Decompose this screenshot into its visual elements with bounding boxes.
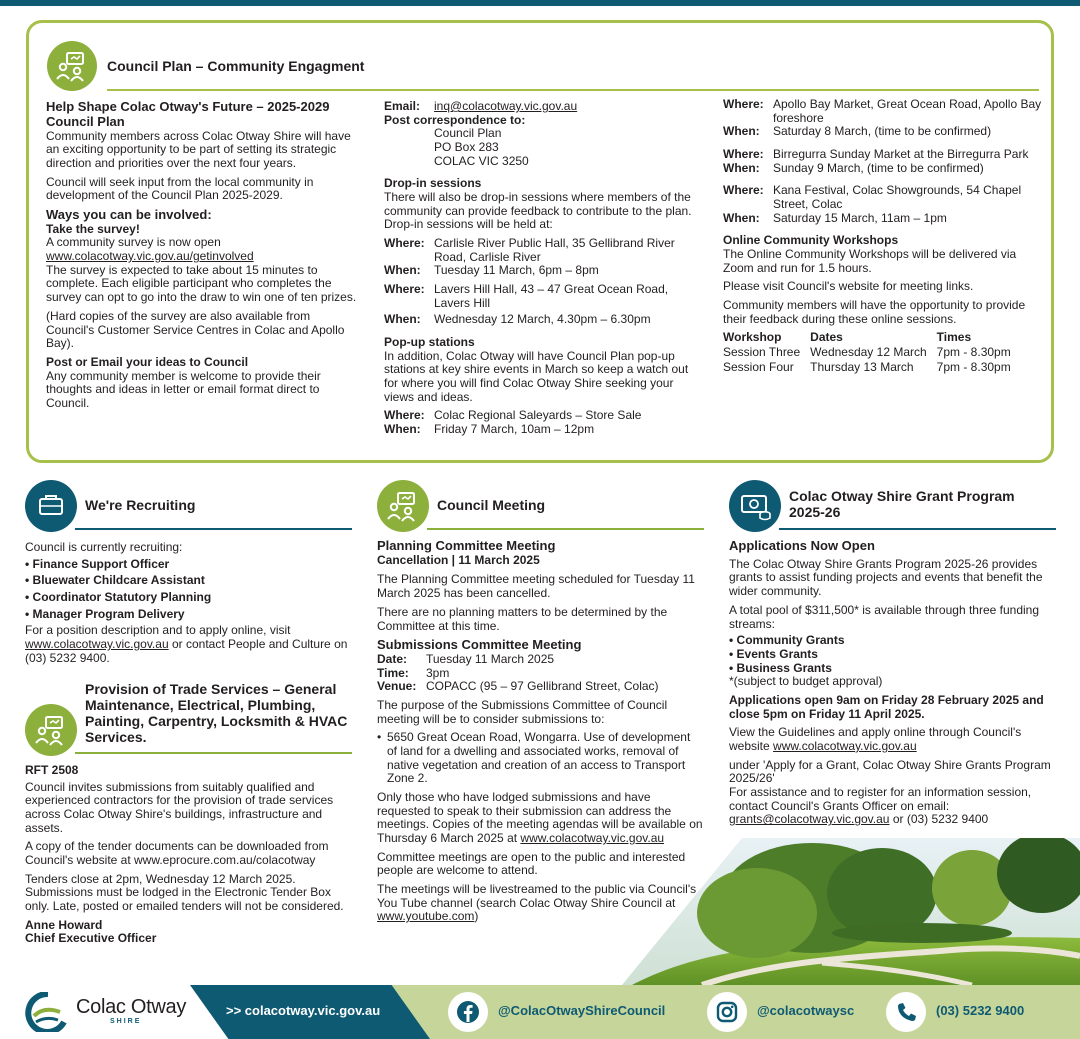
online-workshops-heading: Online Community Workshops xyxy=(723,233,899,248)
livestream-close: ) xyxy=(474,909,479,924)
stream-name: Community Grants xyxy=(736,633,845,648)
grant-money-icon xyxy=(729,480,781,532)
guidelines-text: View the Guidelines and apply online through Council's website xyxy=(729,725,1022,753)
planning-cancelled-text: The Planning Committee meeting scheduled for Tuesday 11 March 2025 has been cancelled. xyxy=(377,572,695,601)
popup-when: Sunday 9 March, (time to be confirmed) xyxy=(773,160,984,175)
where-label: Where: xyxy=(384,282,425,297)
community-engagement-icon xyxy=(25,704,77,756)
community-engagement-icon xyxy=(377,480,429,532)
where-label: Where: xyxy=(723,97,764,111)
trade-intro: Council invites submissions from suitably qualified and experienced contractors for the provision of trade services across Colac Otway Shire's buildings, infrastructure and assets. xyxy=(25,779,334,835)
table-cell: Session Four xyxy=(723,359,794,374)
post-email-heading: Post or Email your ideas to Council xyxy=(46,354,249,369)
when-label: When: xyxy=(384,312,421,327)
email-link[interactable]: inq@colacotway.vic.gov.au xyxy=(434,99,578,113)
popup-where: Kana Festival, Colac Showgrounds, 54 Chapel Street, Colac xyxy=(773,183,1022,212)
list-item: • Community Grants xyxy=(729,633,845,648)
facebook-icon[interactable] xyxy=(448,992,488,1032)
logo-name: Colac Otway xyxy=(76,996,187,1018)
list-item: • Business Grants xyxy=(729,660,832,675)
address-line-1: Council Plan xyxy=(434,126,502,141)
trade-title: Provision of Trade Services – General Maintenance, Electrical, Plumbing, Painting, Carpentry, Locksmith & HVAC Services. xyxy=(85,681,348,745)
table-header: Workshop xyxy=(723,330,782,345)
colac-otway-logo-icon xyxy=(24,992,70,1032)
time-label: Time: xyxy=(377,665,409,680)
recruiting-body xyxy=(25,541,355,670)
time-value: 3pm xyxy=(426,665,450,680)
stream-name: Business Grants xyxy=(736,660,832,675)
council-plan-column-2 xyxy=(384,100,702,437)
where-label: Where: xyxy=(384,236,425,251)
title-divider xyxy=(107,89,1039,91)
survey-details: The survey is expected to take about 15 minutes to complete. Each eligible participant who completes the survey can opt to go into the draw to win one of ten prizes. xyxy=(46,262,357,305)
footer-website-link[interactable]: >> colacotway.vic.gov.au xyxy=(226,1003,381,1018)
council-plan-column-1 xyxy=(46,100,361,411)
website-link[interactable]: www.colacotway.vic.gov.au xyxy=(773,738,917,753)
online-feedback-text: Community members will have the opportunity to provide their feedback during these online sessions. xyxy=(723,298,1026,326)
planning-subheading: Cancellation | 11 March 2025 xyxy=(377,552,540,567)
signatory-name: Anne Howard xyxy=(25,917,103,932)
popup-text: In addition, Colac Otway will have Council Plan pop-up stations at key shire events in March so keep a watch out for where you will find Colac Otway Shire seeking your views and ideas. xyxy=(384,348,689,404)
dropin-where: Carlisle River Public Hall, 35 Gellibrand River Road, Carlisle River xyxy=(434,236,675,264)
popup-where: Colac Regional Saleyards – Store Sale xyxy=(434,408,642,423)
submission-item: 5650 Great Ocean Road, Wongarra. Use of development of land for a dwelling and associated works, removal of native vegetation and creation of an access to Transport Zone 2. xyxy=(387,730,691,786)
when-label: When: xyxy=(384,263,421,278)
post-label: Post correspondence to: xyxy=(384,112,526,127)
rft-number: RFT 2508 xyxy=(25,763,79,777)
grants-body xyxy=(729,539,1059,827)
tender-close-text: Tenders close at 2pm, Wednesday 12 March 2025. Submissions must be lodged in the Electronic Tender Box only. Late, posted or emailed tenders will not be considered. xyxy=(25,871,344,914)
lodged-submissions-text: Only those who have lodged submissions and have requested to speak to their submission can address the meetings. Copies of the meeting agendas will be available on Thursday 6 March 2025 at xyxy=(377,790,703,846)
when-label: When: xyxy=(384,422,421,437)
ways-heading: Ways you can be involved: xyxy=(46,206,212,222)
planning-no-matters-text: There are no planning matters to be determined by the Committee at this time. xyxy=(377,604,668,633)
top-bar xyxy=(0,0,1080,6)
assistance-text: For assistance and to register for an information session, contact Council's Grants Officer on email: xyxy=(729,784,1032,813)
popup-heading: Pop-up stations xyxy=(384,335,475,350)
park-photo xyxy=(622,838,1080,985)
list-item: • Events Grants xyxy=(729,646,818,661)
apply-for-grant-text: under 'Apply for a Grant, Colac Otway Shire Grants Program 2025/26' xyxy=(729,757,1051,786)
position-list xyxy=(25,558,355,622)
plan-intro: Community members across Colac Otway Shire will have an exciting opportunity to be part of setting its strategic direction and priorities over the next four years. xyxy=(46,128,351,170)
survey-heading: Take the survey! xyxy=(46,221,140,236)
list-item: • Coordinator Statutory Planning xyxy=(25,591,355,605)
website-link[interactable]: www.colacotway.vic.gov.au xyxy=(25,637,169,652)
online-links-text: Please visit Council's website for meeting links. xyxy=(723,279,974,294)
list-item: • Bluewater Childcare Assistant xyxy=(25,574,355,588)
popup-where: Birregurra Sunday Market at the Birregurra Park xyxy=(773,147,1029,162)
table-cell: Wednesday 12 March xyxy=(810,345,927,360)
table-header: Dates xyxy=(810,330,843,345)
date-label: Date: xyxy=(377,651,408,666)
popup-where: Apollo Bay Market, Great Ocean Road, Apollo Bay foreshore xyxy=(773,97,1042,125)
grants-email-link[interactable]: grants@colacotway.vic.gov.au xyxy=(729,812,890,827)
grants-phone-text: or (03) 5232 9400 xyxy=(892,812,989,827)
table-row xyxy=(723,346,1021,361)
address-line-2: PO Box 283 xyxy=(434,140,499,155)
trade-body xyxy=(25,764,353,946)
signatory-title: Chief Executive Officer xyxy=(25,931,157,946)
budget-note: *(subject to budget approval) xyxy=(729,674,883,689)
grants-pool-text: A total pool of $311,500* is available through three funding streams: xyxy=(729,602,1040,631)
where-label: Where: xyxy=(723,183,764,198)
table-cell: Thursday 13 March xyxy=(810,359,914,374)
table-cell: 7pm - 8.30pm xyxy=(936,345,1011,360)
when-label: When: xyxy=(723,124,760,139)
list-item: • Finance Support Officer xyxy=(25,558,355,572)
list-item: • 5650 Great Ocean Road, Wongarra. Use of development of land for a dwelling and associated works, removal of native vegetation and creation of an access to Transport Zone 2. xyxy=(377,731,703,786)
list-item: • Manager Program Delivery xyxy=(25,608,355,622)
venue-value: COPACC (95 – 97 Gellibrand Street, Colac) xyxy=(426,679,659,694)
council-plan-box xyxy=(26,20,1054,463)
community-engagement-icon xyxy=(47,41,97,91)
plan-input-text: Council will seek input from the local community in development of the Council Plan 2025-2029. xyxy=(46,174,314,203)
grants-heading: Applications Now Open xyxy=(729,538,875,553)
youtube-link[interactable]: www.youtube.com xyxy=(377,909,475,924)
meetings-open-text: Committee meetings are open to the public and interested people are welcome to attend. xyxy=(377,849,686,878)
table-cell: 7pm - 8.30pm xyxy=(936,359,1011,374)
table-header-row xyxy=(723,331,1021,346)
tender-documents-text: A copy of the tender documents can be downloaded from Council's website at www.eprocure.com.au/colacotway xyxy=(25,839,329,868)
where-label: Where: xyxy=(384,408,425,423)
council-plan-title: Council Plan – Community Engagment xyxy=(107,58,365,74)
trade-divider xyxy=(75,752,352,754)
grants-divider xyxy=(779,528,1056,530)
popup-when: Saturday 8 March, (time to be confirmed) xyxy=(773,124,992,139)
website-link[interactable]: www.colacotway.vic.gov.au xyxy=(520,831,665,846)
email-label: Email: xyxy=(384,99,421,113)
stream-name: Events Grants xyxy=(736,646,818,661)
recruiting-intro: Council is currently recruiting: xyxy=(25,540,183,554)
phone-number[interactable]: (03) 5232 9400 xyxy=(936,1003,1025,1018)
instagram-icon[interactable] xyxy=(707,992,747,1032)
contact-text: or contact People and Culture on (03) 5232 9400. xyxy=(25,637,348,665)
where-label: Where: xyxy=(723,147,764,162)
table-row xyxy=(723,361,1021,376)
meeting-title: Council Meeting xyxy=(437,497,546,513)
dropin-when: Wednesday 12 March, 4.30pm – 6.30pm xyxy=(434,312,651,327)
popup-when: Friday 7 March, 10am – 12pm xyxy=(434,422,595,437)
facebook-handle[interactable]: @ColacOtwayShireCouncil xyxy=(498,1003,666,1018)
instagram-handle[interactable]: @colacotwaysc xyxy=(757,1003,855,1018)
dropin-when: Tuesday 11 March, 6pm – 8pm xyxy=(434,263,599,278)
online-workshops-text: The Online Community Workshops will be delivered via Zoom and run for 1.5 hours. xyxy=(723,247,1017,275)
table-header: Times xyxy=(936,330,972,345)
survey-link[interactable]: www.colacotway.vic.gov.au/getinvolved xyxy=(46,249,254,264)
application-dates: Applications open 9am on Friday 28 February 2025 and close 5pm on Friday 11 April 2025. xyxy=(729,692,1044,721)
council-plan-column-3 xyxy=(723,98,1043,375)
recruiting-title: We're Recruiting xyxy=(85,497,196,513)
table-cell: Session Three xyxy=(723,345,801,360)
dropin-where: Lavers Hill Hall, 43 – 47 Great Ocean Road, Lavers Hill xyxy=(434,282,669,310)
livestream-text: The meetings will be livestreamed to the public via Council's You Tube channel (search Colac Otway Shire Council at xyxy=(377,882,697,910)
planning-heading: Planning Committee Meeting xyxy=(377,538,556,553)
when-label: When: xyxy=(723,210,760,225)
survey-open-text: A community survey is now open xyxy=(46,235,221,250)
purpose-text: The purpose of the Submissions Committee of Council meeting will be to consider submissions to: xyxy=(377,698,668,726)
grants-intro: The Colac Otway Shire Grants Program 2025-26 provides grants to assist funding projects and events that benefit the wider community. xyxy=(729,556,1043,599)
phone-icon[interactable] xyxy=(886,992,926,1032)
dropin-text: There will also be drop-in sessions where members of the community can provide feedback to contribute to the plan. Drop-in sessions will be held at: xyxy=(384,190,692,232)
dropin-heading: Drop-in sessions xyxy=(384,176,482,191)
logo-subtitle: SHIRE xyxy=(110,1018,142,1025)
when-label: When: xyxy=(723,160,760,175)
address-line-3: COLAC VIC 3250 xyxy=(434,153,529,168)
workshop-table xyxy=(723,331,1021,375)
date-value: Tuesday 11 March 2025 xyxy=(426,651,555,666)
venue-label: Venue: xyxy=(377,679,417,694)
popup-when: Saturday 15 March, 11am – 1pm xyxy=(773,210,947,225)
apply-text: For a position description and to apply online, visit xyxy=(25,623,291,638)
meeting-divider xyxy=(427,528,704,530)
plan-heading: Help Shape Colac Otway's Future – 2025-2029 Council Plan xyxy=(46,99,330,129)
survey-hardcopy-note: (Hard copies of the survey are also available from Council's Customer Service Centres in Colac and Apollo Bay). xyxy=(46,308,345,351)
grants-title: Colac Otway Shire Grant Program 2025-26 xyxy=(789,488,1015,520)
recruiting-divider xyxy=(75,528,352,530)
post-email-text: Any community member is welcome to provide their thoughts and ideas in letter or email format direct to Council. xyxy=(46,368,321,410)
briefcase-icon xyxy=(25,480,77,532)
submissions-heading: Submissions Committee Meeting xyxy=(377,637,582,653)
